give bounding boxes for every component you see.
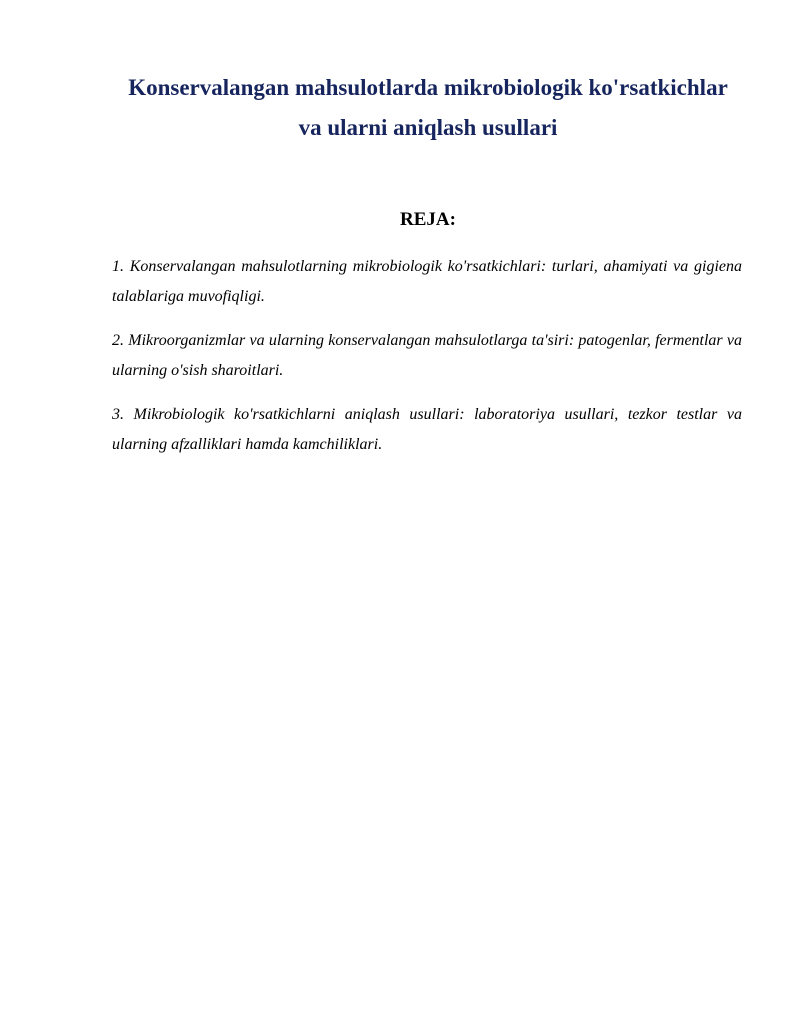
document-title [100,68,756,148]
plan-heading: REJA: [400,209,456,230]
plan-item: 3. Mikrobiologik ko'rsatkichlarni aniqlash usullari: laboratoriya usullari, tezkor testlar va ularning afzalliklari hamda kamchiliklari. [112,406,742,453]
plan-item: 2. Mikroorganizmlar va ularning konservalangan mahsulotlarga ta'siri: patogenlar, fermentlar va ularning o'sish sharoitlari. [112,332,742,379]
plan-item: 1. Konservalangan mahsulotlarning mikrobiologik ko'rsatkichlari: turlari, ahamiyati va gigiena talablariga muvofiqligi. [112,258,742,305]
plan-list [112,252,742,474]
title-line-1: Konservalangan mahsulotlarda mikrobiologik ko'rsatkichlar [128,75,728,100]
title-line-2: va ularni aniqlash usullari [298,115,558,140]
